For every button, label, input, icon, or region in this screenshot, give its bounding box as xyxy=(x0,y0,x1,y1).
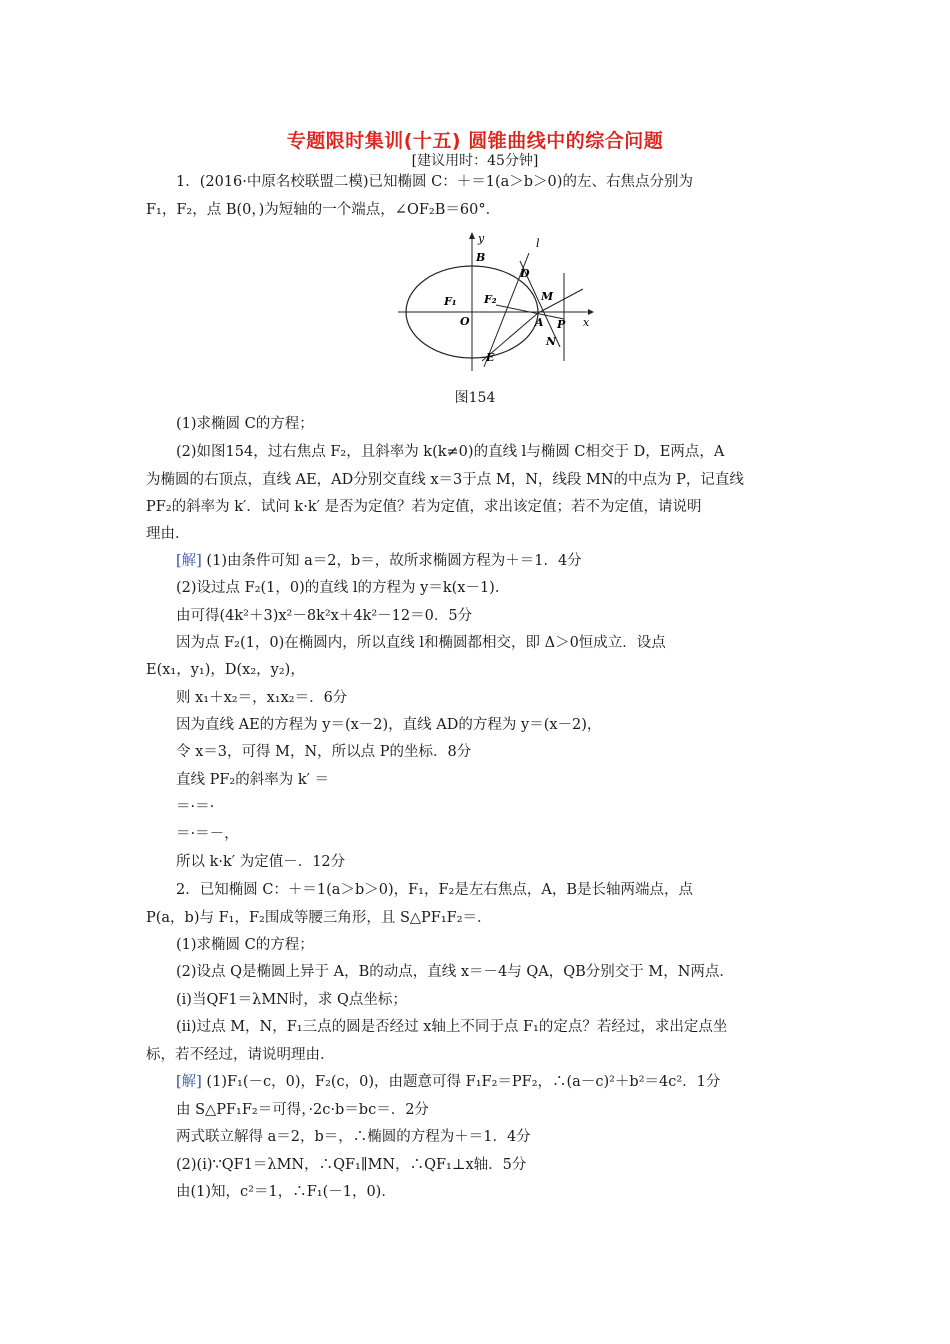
label-x: x xyxy=(583,316,590,329)
text-line xyxy=(146,908,492,928)
text-line xyxy=(176,824,239,844)
text-line-content: 由(1)知，c²＝1，∴F₁(－1，0)． xyxy=(176,1184,396,1200)
text-line-content: F₁，F₂，点 B(0，)为短轴的一个端点，∠OF₂B＝60°． xyxy=(146,202,501,218)
text-line xyxy=(146,470,744,490)
ellipse-figure xyxy=(398,231,594,373)
label-a: A xyxy=(535,316,544,329)
text-line-content: 所以 k·k′ 为定值－．12分 xyxy=(176,854,346,870)
text-line-content: 标，若不经过，请说明理由． xyxy=(146,1047,335,1063)
suggested-time: [建议用时：45分钟] xyxy=(411,153,539,169)
label-p: P xyxy=(557,318,566,331)
solution-tag: [解] xyxy=(176,553,202,569)
text-line xyxy=(176,578,509,598)
text-line xyxy=(176,1072,720,1092)
text-line xyxy=(146,200,500,220)
text-line xyxy=(176,797,214,817)
text-line-content: 由 S△PF₁F₂＝可得，·2c·b＝bc＝．2分 xyxy=(176,1102,429,1118)
text-line-content: (ⅱ)过点 M，N，F₁三点的圆是否经过 x轴上不同于点 F₁的定点？若经过，求出定点坐 xyxy=(176,1019,728,1035)
text-line xyxy=(176,1127,531,1147)
y-axis-arrow xyxy=(469,232,475,239)
text-line-content: (2)设过点 F₂(1，0)的直线 l的方程为 y＝k(x－1)． xyxy=(176,580,510,596)
text-line-content: ＝·＝· xyxy=(176,799,215,815)
text-line-content: 因为点 F₂(1，0)在椭圆内，所以直线 l和椭圆都相交，即 Δ＞0恒成立．设点 xyxy=(176,635,666,651)
text-line-content: 两式联立解得 a＝2，b＝，∴椭圆的方程为＋＝1．4分 xyxy=(176,1129,531,1145)
text-line-content: (2)(ⅰ)∵QF1＝λMN，∴QF₁∥MN，∴QF₁⊥x轴．5分 xyxy=(176,1157,527,1173)
page-title: 专题限时集训(十五) 圆锥曲线中的综合问题 xyxy=(286,130,664,152)
text-line-content: 为椭圆的右顶点，直线 AE，AD分别交直线 x＝3于点 M，N，线段 MN的中点为 P，记直线 xyxy=(146,472,744,488)
text-line-content: (1)求椭圆 C的方程； xyxy=(176,937,314,953)
text-line xyxy=(176,442,724,462)
text-line-content: 由可得(4k²＋3)x²－8k²x＋4k²－12＝0．5分 xyxy=(176,608,473,624)
text-line-content: ＝·＝－， xyxy=(176,826,239,842)
text-line-content: 令 x＝3，可得 M，N，所以点 P的坐标．8分 xyxy=(176,744,472,760)
text-line xyxy=(176,1155,526,1175)
label-b: B xyxy=(476,251,486,264)
label-n: N xyxy=(546,335,557,348)
text-line xyxy=(176,414,314,434)
text-line-content: P(a，b)与 F₁，F₂围成等腰三角形，且 S△PF₁F₂＝． xyxy=(146,910,492,926)
label-e: E xyxy=(486,351,495,364)
text-line xyxy=(176,990,407,1010)
text-line xyxy=(176,880,693,900)
text-line-content: 1．(2016·中原名校联盟二模)已知椭圆 C：＋＝1(a＞b＞0)的左、右焦点分别为 xyxy=(176,174,693,190)
text-line xyxy=(176,742,471,762)
solution-tag: [解] xyxy=(176,1074,202,1090)
text-line xyxy=(176,172,693,192)
text-line xyxy=(176,1182,396,1202)
text-line-content: 理由． xyxy=(146,526,190,542)
text-line xyxy=(176,551,582,571)
text-line xyxy=(176,962,734,982)
text-line xyxy=(176,770,329,790)
text-line-content: (2)如图154，过右焦点 F₂，且斜率为 k(k≠0)的直线 l与椭圆 C相交于 D，E两点，A xyxy=(176,444,725,460)
text-line xyxy=(176,852,345,872)
figure-caption: 图154 xyxy=(454,390,496,406)
text-line-content: (1)F₁(－c，0)，F₂(c，0)，由题意可得 F₁F₂＝PF₂，∴(a－c)²＋b²＝4c²．1分 xyxy=(201,1074,721,1090)
label-o: O xyxy=(460,315,470,328)
label-f2: F₂ xyxy=(484,293,497,306)
text-line xyxy=(176,633,666,653)
text-line-content: (1)由条件可知 a＝2，b＝，故所求椭圆方程为＋＝1．4分 xyxy=(201,553,582,569)
label-m: M xyxy=(541,290,554,303)
text-line xyxy=(146,524,190,544)
text-line xyxy=(146,660,305,680)
text-line xyxy=(176,935,314,955)
text-line xyxy=(176,688,347,708)
text-line xyxy=(176,1100,429,1120)
label-y: y xyxy=(478,232,485,245)
label-f1: F₁ xyxy=(444,295,457,308)
label-d: D xyxy=(520,267,530,280)
text-line-content: (2)设点 Q是椭圆上异于 A，B的动点，直线 x＝－4与 QA，QB分别交于 M，N两点． xyxy=(176,964,734,980)
text-line-content: E(x₁，y₁)，D(x₂，y₂)， xyxy=(146,662,305,678)
text-line-content: PF₂的斜率为 k′．试问 k·k′ 是否为定值？若为定值，求出该定值；若不为定值，请说明 xyxy=(146,499,702,515)
text-line-content: 则 x₁＋x₂＝，x₁x₂＝．6分 xyxy=(176,690,348,706)
text-line-content: 因为直线 AE的方程为 y＝(x－2)，直线 AD的方程为 y＝(x－2)， xyxy=(176,717,602,733)
label-l: l xyxy=(536,237,540,250)
text-line xyxy=(176,715,601,735)
text-line-content: 直线 PF₂的斜率为 k′ ＝ xyxy=(176,772,330,788)
text-line xyxy=(146,497,702,517)
text-line xyxy=(176,606,472,626)
text-line-content: (1)求椭圆 C的方程； xyxy=(176,416,314,432)
text-line xyxy=(176,1017,727,1037)
text-line-content: (ⅰ)当QF1＝λMN时，求 Q点坐标； xyxy=(176,992,407,1008)
text-line-content: 2．已知椭圆 C：＋＝1(a＞b＞0)，F₁，F₂是左右焦点，A，B是长轴两端点，点 xyxy=(176,882,693,898)
x-axis-arrow xyxy=(588,309,594,315)
text-line xyxy=(146,1045,335,1065)
